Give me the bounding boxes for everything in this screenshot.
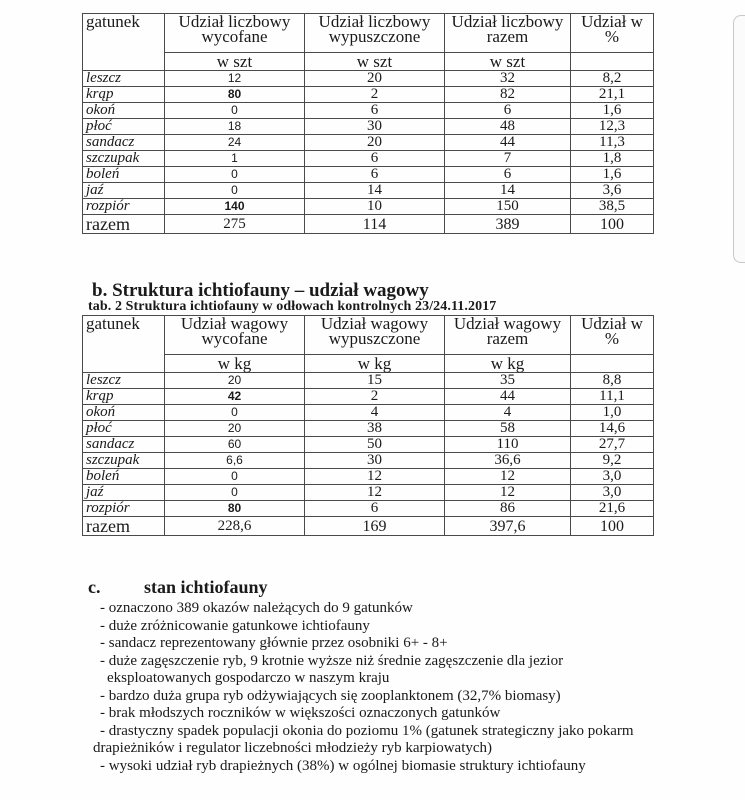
cell-total: 110 <box>445 437 571 453</box>
unit-withdrawn: w szt <box>165 53 305 71</box>
table-row <box>83 71 654 87</box>
header-total: Udział wagowy razem <box>445 316 571 355</box>
cell-withdrawn: 80 <box>165 501 305 517</box>
cell-species: sandacz <box>83 135 165 151</box>
cell-percent: 21,1 <box>571 87 654 103</box>
cell-species: leszcz <box>83 373 165 389</box>
section-b-heading: b. Struktura ichtiofauny – udział wagowy <box>92 280 429 301</box>
cell-withdrawn: 6,6 <box>165 453 305 469</box>
cell-released: 12 <box>305 485 445 501</box>
cell-species: rozpiór <box>83 501 165 517</box>
cell-released: 12 <box>305 469 445 485</box>
header-percent <box>571 316 654 355</box>
section-c-heading <box>88 577 268 598</box>
cell-percent: 14,6 <box>571 421 654 437</box>
table-row <box>83 199 654 215</box>
table-row <box>83 135 654 151</box>
unit-percent <box>571 53 654 71</box>
cell-total: 82 <box>445 87 571 103</box>
cell-percent: 100 <box>571 517 654 536</box>
list-item: - duże zagęszczenie ryb, 9 krotnie wyższe niż średnie zagęszczenie dla jezior <box>100 652 564 669</box>
table-row <box>83 389 654 405</box>
cell-total: 36,6 <box>445 453 571 469</box>
unit-total: w kg <box>445 355 571 373</box>
table-row <box>83 485 654 501</box>
list-item: - sandacz reprezentowany głównie przez osobniki 6+ - 8+ <box>100 635 448 651</box>
cell-withdrawn: 0 <box>165 405 305 421</box>
table-weight-share <box>82 315 654 536</box>
cell-released: 30 <box>305 119 445 135</box>
cell-total: 35 <box>445 373 571 389</box>
cell-species: boleń <box>83 469 165 485</box>
section-c-title: stan ichtiofauny <box>144 577 268 597</box>
header-species: gatunek <box>83 14 165 71</box>
cell-total: 150 <box>445 199 571 215</box>
scrollbar-thumb[interactable] <box>733 15 745 263</box>
cell-withdrawn: 24 <box>165 135 305 151</box>
cell-withdrawn: 0 <box>165 103 305 119</box>
table-total-row <box>83 215 654 234</box>
cell-total: 12 <box>445 485 571 501</box>
cell-species: razem <box>83 215 165 234</box>
cell-withdrawn: 275 <box>165 215 305 234</box>
cell-species: jaź <box>83 485 165 501</box>
cell-percent: 12,3 <box>571 119 654 135</box>
cell-total: 4 <box>445 405 571 421</box>
table-row <box>83 119 654 135</box>
table-row <box>83 167 654 183</box>
cell-withdrawn: 140 <box>165 199 305 215</box>
table-total-row <box>83 517 654 536</box>
table-row <box>83 405 654 421</box>
cell-released: 6 <box>305 167 445 183</box>
cell-withdrawn: 0 <box>165 469 305 485</box>
header-released: Udział liczbowy wypuszczone <box>305 14 445 53</box>
cell-withdrawn: 12 <box>165 71 305 87</box>
table-row <box>83 421 654 437</box>
cell-withdrawn: 0 <box>165 167 305 183</box>
table2-caption: tab. 2 Struktura ichtiofauny w odłowach kontrolnych 23/24.11.2017 <box>88 299 497 314</box>
cell-percent: 11,1 <box>571 389 654 405</box>
cell-percent: 27,7 <box>571 437 654 453</box>
header-percent <box>571 14 654 53</box>
table-row <box>83 453 654 469</box>
table-row <box>83 103 654 119</box>
cell-released: 6 <box>305 151 445 167</box>
cell-total: 58 <box>445 421 571 437</box>
header-released: Udział wagowy wypuszczone <box>305 316 445 355</box>
list-item-continuation: drapieżników i regulator liczebności młodzieży ryb karpiowatych) <box>93 740 493 756</box>
table-row <box>83 183 654 199</box>
cell-percent: 9,2 <box>571 453 654 469</box>
cell-percent: 3,0 <box>571 469 654 485</box>
header-percent-line2: % <box>604 329 620 348</box>
table-numeric-share <box>82 13 654 234</box>
cell-released: 4 <box>305 405 445 421</box>
cell-withdrawn: 20 <box>165 373 305 389</box>
cell-released: 38 <box>305 421 445 437</box>
table-row <box>83 469 654 485</box>
list-item: - oznaczono 389 okazów należących do 9 gatunków <box>100 600 413 616</box>
cell-withdrawn: 60 <box>165 437 305 453</box>
unit-released: w kg <box>305 355 445 373</box>
cell-percent: 8,2 <box>571 71 654 87</box>
cell-released: 20 <box>305 71 445 87</box>
cell-withdrawn: 42 <box>165 389 305 405</box>
cell-species: krąp <box>83 87 165 103</box>
cell-species: płoć <box>83 421 165 437</box>
cell-total: 32 <box>445 71 571 87</box>
cell-released: 114 <box>305 215 445 234</box>
cell-percent: 21,6 <box>571 501 654 517</box>
cell-total: 12 <box>445 469 571 485</box>
cell-species: płoć <box>83 119 165 135</box>
list-item: - wysoki udział ryb drapieżnych (38%) w ogólnej biomasie struktury ichtiofauny <box>100 757 586 774</box>
cell-total: 44 <box>445 135 571 151</box>
cell-total: 7 <box>445 151 571 167</box>
table-row <box>83 437 654 453</box>
cell-species: leszcz <box>83 71 165 87</box>
list-item: - bardzo duża grupa ryb odżywiających się zooplanktonem (32,7% biomasy) <box>100 687 561 704</box>
unit-released: w szt <box>305 53 445 71</box>
cell-total: 6 <box>445 103 571 119</box>
cell-species: razem <box>83 517 165 536</box>
list-item-continuation: eksploatowanych gospodarczo w naszym kraju <box>107 670 390 686</box>
cell-species: sandacz <box>83 437 165 453</box>
table-row <box>83 501 654 517</box>
cell-withdrawn: 80 <box>165 87 305 103</box>
unit-percent <box>571 355 654 373</box>
cell-withdrawn: 18 <box>165 119 305 135</box>
cell-released: 50 <box>305 437 445 453</box>
cell-species: rozpiór <box>83 199 165 215</box>
cell-total: 48 <box>445 119 571 135</box>
cell-total: 14 <box>445 183 571 199</box>
cell-percent: 1,8 <box>571 151 654 167</box>
cell-total: 86 <box>445 501 571 517</box>
cell-percent: 38,5 <box>571 199 654 215</box>
cell-percent: 3,0 <box>571 485 654 501</box>
cell-species: jaź <box>83 183 165 199</box>
cell-total: 389 <box>445 215 571 234</box>
cell-released: 2 <box>305 87 445 103</box>
unit-total: w szt <box>445 53 571 71</box>
cell-percent: 1,0 <box>571 405 654 421</box>
unit-withdrawn: w kg <box>165 355 305 373</box>
cell-percent: 8,8 <box>571 373 654 389</box>
cell-withdrawn: 20 <box>165 421 305 437</box>
cell-total: 44 <box>445 389 571 405</box>
cell-total: 6 <box>445 167 571 183</box>
cell-species: szczupak <box>83 151 165 167</box>
header-withdrawn: Udział wagowy wycofane <box>165 316 305 355</box>
cell-released: 6 <box>305 103 445 119</box>
list-item: - duże zróżnicowanie gatunkowe ichtiofauny <box>100 617 370 634</box>
header-species: gatunek <box>83 316 165 373</box>
cell-withdrawn: 0 <box>165 183 305 199</box>
cell-species: boleń <box>83 167 165 183</box>
cell-percent: 1,6 <box>571 167 654 183</box>
list-item: - drastyczny spadek populacji okonia do poziomu 1% (gatunek strategiczny jako pokarm <box>100 722 634 739</box>
cell-percent: 1,6 <box>571 103 654 119</box>
table-row <box>83 87 654 103</box>
header-percent-line1: Udział w <box>581 314 643 333</box>
cell-species: krąp <box>83 389 165 405</box>
header-total: Udział liczbowy razem <box>445 14 571 53</box>
cell-released: 169 <box>305 517 445 536</box>
cell-withdrawn: 1 <box>165 151 305 167</box>
cell-percent: 11,3 <box>571 135 654 151</box>
header-percent-line1: Udział w <box>581 12 643 31</box>
cell-percent: 100 <box>571 215 654 234</box>
cell-released: 14 <box>305 183 445 199</box>
table-row <box>83 373 654 389</box>
cell-released: 30 <box>305 453 445 469</box>
cell-released: 15 <box>305 373 445 389</box>
cell-released: 2 <box>305 389 445 405</box>
cell-total: 397,6 <box>445 517 571 536</box>
cell-species: szczupak <box>83 453 165 469</box>
cell-withdrawn: 0 <box>165 485 305 501</box>
header-percent-line2: % <box>604 27 620 46</box>
table-row <box>83 151 654 167</box>
cell-released: 20 <box>305 135 445 151</box>
conclusions-list <box>93 600 634 775</box>
cell-species: okoń <box>83 103 165 119</box>
header-withdrawn: Udział liczbowy wycofane <box>165 14 305 53</box>
cell-withdrawn: 228,6 <box>165 517 305 536</box>
cell-released: 6 <box>305 501 445 517</box>
cell-species: okoń <box>83 405 165 421</box>
cell-percent: 3,6 <box>571 183 654 199</box>
cell-released: 10 <box>305 199 445 215</box>
section-c-label: c. <box>88 577 101 597</box>
list-item: - brak młodszych roczników w większości oznaczonych gatunków <box>100 705 501 721</box>
